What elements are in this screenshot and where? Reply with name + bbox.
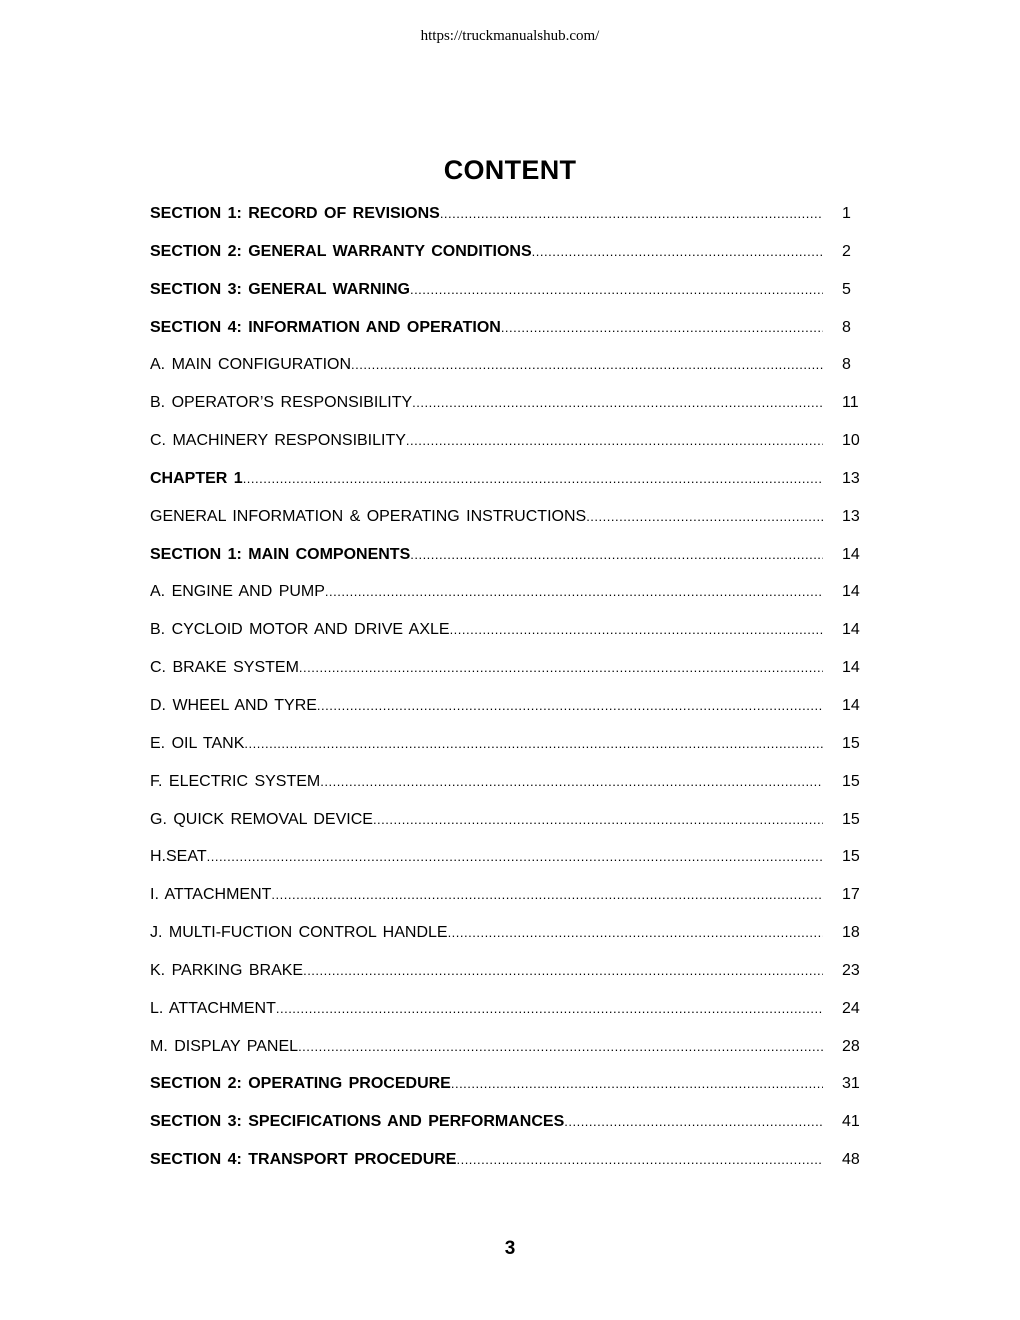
toc-entry-page: 14 (842, 659, 860, 677)
toc-entry-page: 48 (842, 1151, 860, 1169)
page-title: CONTENT (443, 155, 577, 185)
toc-entry[interactable] (150, 577, 872, 615)
toc-entry-label: B. OPERATOR’S RESPONSIBILITY (150, 394, 413, 412)
toc-entry[interactable] (150, 1107, 872, 1145)
toc-entry-label: K. PARKING BRAKE (150, 961, 304, 979)
toc-entry-main (150, 615, 823, 645)
toc-dot-leader (410, 540, 823, 570)
toc-entry-label: H.SEAT (150, 848, 207, 866)
toc-dot-leader (207, 842, 823, 872)
toc-entry-page: 18 (842, 924, 860, 942)
toc-entry-label: SECTION 3: SPECIFICATIONS AND PERFORMANCES (150, 1113, 565, 1131)
toc-entry-main (150, 464, 823, 494)
toc-entry-label: SECTION 1: MAIN COMPONENTS (150, 545, 411, 563)
table-of-contents (150, 199, 872, 1183)
toc-entry-page: 41 (842, 1113, 860, 1131)
toc-entry[interactable] (150, 805, 872, 843)
toc-entry-label: SECTION 3: GENERAL WARNING (150, 280, 410, 298)
toc-dot-leader (450, 615, 823, 645)
toc-entry-page: 14 (842, 583, 860, 601)
toc-dot-leader (410, 275, 823, 305)
toc-entry-main (150, 1145, 823, 1175)
toc-entry-main (150, 729, 823, 759)
toc-dot-leader (440, 199, 823, 229)
toc-entry-page: 8 (842, 356, 851, 374)
toc-entry[interactable] (150, 653, 872, 691)
toc-entry-label: F. ELECTRIC SYSTEM (150, 772, 321, 790)
toc-entry[interactable] (150, 615, 872, 653)
toc-entry-label: J. MULTI-FUCTION CONTROL HANDLE (150, 924, 448, 942)
toc-entry-main (150, 426, 823, 456)
toc-dot-leader (456, 1145, 823, 1175)
toc-dot-leader (276, 994, 823, 1024)
toc-entry-page: 17 (842, 886, 860, 904)
toc-entry-main (150, 350, 823, 380)
toc-entry[interactable] (150, 1032, 872, 1070)
toc-entry-main (150, 994, 823, 1024)
toc-entry-label: B. CYCLOID MOTOR AND DRIVE AXLE (150, 621, 450, 639)
toc-entry[interactable] (150, 918, 872, 956)
toc-entry[interactable] (150, 691, 872, 729)
toc-entry-main (150, 880, 823, 910)
toc-entry-page: 2 (842, 242, 851, 260)
toc-entry-page: 8 (842, 318, 851, 336)
toc-entry-page: 31 (842, 1075, 860, 1093)
toc-dot-leader (299, 653, 823, 683)
toc-entry[interactable] (150, 237, 872, 275)
toc-entry-main (150, 956, 823, 986)
toc-entry-label: SECTION 1: RECORD OF REVISIONS (150, 205, 440, 222)
toc-entry[interactable] (150, 350, 872, 388)
toc-dot-leader (586, 502, 823, 532)
toc-entry[interactable] (150, 994, 872, 1032)
toc-dot-leader (564, 1107, 823, 1137)
source-url-header: https://truckmanualshub.com/ (420, 28, 600, 44)
toc-entry-page: 14 (842, 545, 860, 563)
toc-entry-label: I. ATTACHMENT (150, 886, 272, 904)
toc-entry-label: A. MAIN CONFIGURATION (150, 356, 352, 374)
toc-dot-leader (412, 388, 823, 418)
toc-entry-label: SECTION 2: OPERATING PROCEDURE (150, 1075, 451, 1093)
toc-entry-main (150, 577, 823, 607)
toc-entry-page: 28 (842, 1037, 860, 1055)
toc-dot-leader (303, 956, 823, 986)
toc-entry-label: C. BRAKE SYSTEM (150, 659, 299, 677)
toc-entry-page: 5 (842, 280, 851, 298)
toc-entry-label: C. MACHINERY RESPONSIBILITY (150, 432, 406, 450)
toc-entry-main (150, 275, 823, 305)
toc-entry[interactable] (150, 767, 872, 805)
toc-dot-leader (373, 805, 823, 835)
toc-dot-leader (351, 350, 823, 380)
toc-dot-leader (298, 1032, 823, 1062)
toc-entry-main (150, 918, 823, 948)
toc-entry-page: 1 (842, 205, 851, 222)
toc-entry-main (150, 313, 823, 343)
toc-entry-label: G. QUICK REMOVAL DEVICE (150, 810, 373, 828)
toc-dot-leader (317, 691, 823, 721)
toc-entry[interactable] (150, 275, 872, 313)
toc-dot-leader (271, 880, 823, 910)
toc-entry-label: GENERAL INFORMATION & OPERATING INSTRUCTIONS (150, 507, 587, 525)
toc-dot-leader (244, 729, 823, 759)
toc-entry[interactable] (150, 540, 872, 578)
toc-entry-main (150, 805, 823, 835)
toc-dot-leader (406, 426, 823, 456)
toc-entry[interactable] (150, 1145, 872, 1183)
toc-entry[interactable] (150, 502, 872, 540)
toc-entry-label: D. WHEEL AND TYRE (150, 696, 317, 714)
toc-entry-main (150, 1069, 823, 1099)
toc-entry-page: 15 (842, 848, 860, 866)
toc-entry-main (150, 767, 823, 797)
toc-entry-page: 24 (842, 999, 860, 1017)
toc-entry[interactable] (150, 956, 872, 994)
toc-entry-page: 15 (842, 810, 860, 828)
toc-entry-main (150, 540, 823, 570)
toc-entry[interactable] (150, 729, 872, 767)
toc-dot-leader (532, 237, 823, 267)
toc-entry-main (150, 388, 823, 418)
toc-entry-main (150, 842, 823, 872)
toc-entry-main (150, 691, 823, 721)
toc-entry-main (150, 653, 823, 683)
toc-dot-leader (243, 464, 823, 494)
toc-entry-label: A. ENGINE AND PUMP (150, 583, 325, 601)
toc-entry-label: SECTION 4: TRANSPORT PROCEDURE (150, 1151, 457, 1169)
toc-dot-leader (448, 918, 823, 948)
toc-entry[interactable] (150, 199, 872, 237)
toc-entry-page: 15 (842, 734, 860, 752)
toc-entry[interactable] (150, 880, 872, 918)
toc-entry-label: SECTION 4: INFORMATION AND OPERATION (150, 318, 501, 336)
toc-entry-main (150, 1032, 823, 1062)
page-number: 3 (504, 1238, 516, 1259)
toc-entry-page: 14 (842, 696, 860, 714)
toc-dot-leader (325, 577, 823, 607)
toc-entry[interactable] (150, 313, 872, 351)
toc-entry[interactable] (150, 464, 872, 502)
toc-entry-page: 11 (842, 394, 859, 412)
toc-entry-page: 14 (842, 621, 860, 639)
toc-dot-leader (451, 1069, 823, 1099)
toc-entry-label: SECTION 2: GENERAL WARRANTY CONDITIONS (150, 242, 532, 260)
toc-entry-label: CHAPTER 1 (150, 469, 243, 487)
toc-entry-main (150, 502, 823, 532)
toc-dot-leader (320, 767, 823, 797)
toc-entry[interactable] (150, 842, 872, 880)
toc-entry-page: 15 (842, 772, 860, 790)
toc-entry-page: 23 (842, 961, 860, 979)
toc-entry-page: 13 (842, 469, 860, 487)
toc-entry[interactable] (150, 388, 872, 426)
toc-entry-label: E. OIL TANK (150, 734, 245, 752)
toc-entry-main (150, 1107, 823, 1137)
toc-entry-main (150, 237, 823, 267)
toc-entry-label: L. ATTACHMENT (150, 999, 276, 1017)
toc-entry[interactable] (150, 426, 872, 464)
toc-dot-leader (501, 313, 823, 343)
toc-entry[interactable] (150, 1069, 872, 1107)
toc-entry-label: M. DISPLAY PANEL (150, 1037, 299, 1055)
toc-entry-main (150, 199, 823, 229)
toc-entry-page: 13 (842, 507, 860, 525)
toc-entry-page: 10 (842, 432, 860, 450)
